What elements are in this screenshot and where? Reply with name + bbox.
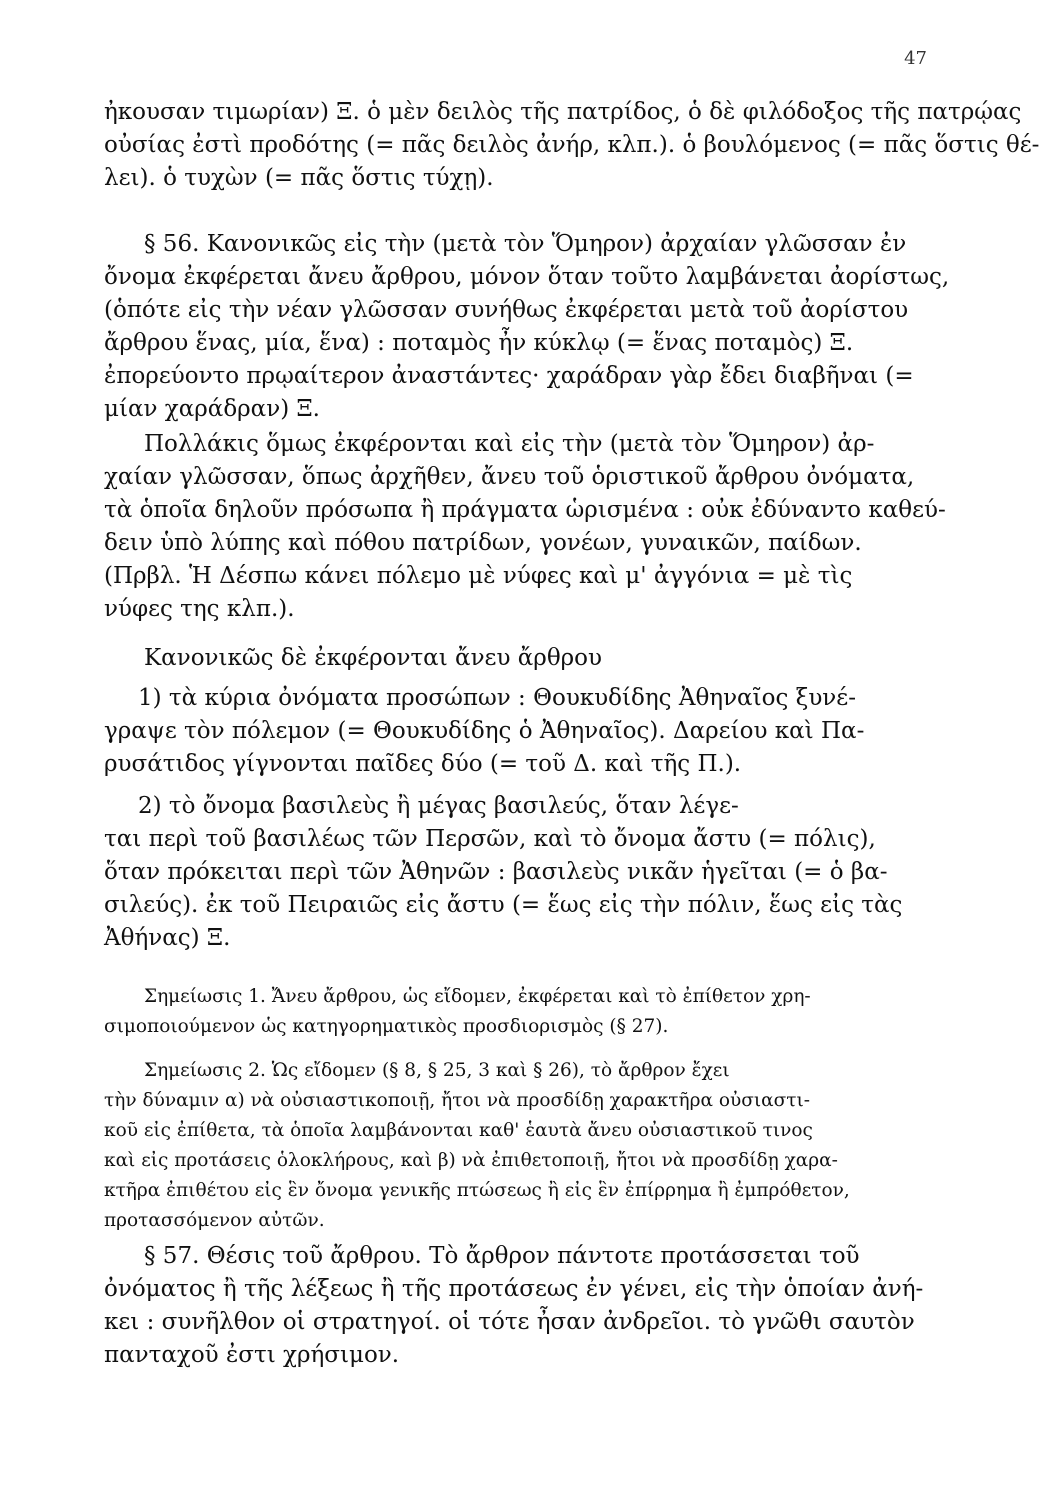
text-line: (Πρβλ. Ἡ Δέσπω κάνει πόλεμο μὲ νύφες καὶ μ' ἀγγόνια = μὲ τὶς [104,563,853,589]
text-line: προτασσόμενον αὐτῶν. [104,1210,325,1231]
text-line: ὅταν πρόκειται περὶ τῶν Ἀθηνῶν : βασιλεὺς νικᾶν ἡγεῖται (= ὁ βα- [104,859,888,885]
text-line: κτῆρα ἐπιθέτου εἰς ἓν ὄνομα γενικῆς πτώσεως ἢ εἰς ἓν ἐπίρρημα ἢ ἐμπρόθετον, [104,1180,850,1201]
section-56-heading-line: § 56. Κανονικῶς εἰς τὴν (μετὰ τὸν Ὅμηρον) ἀρχαίαν γλῶσσαν ἐν [144,231,907,257]
list-item-2 [104,790,932,955]
note-2 [104,1056,932,1236]
text-line: 1) τὰ κύρια ὀνόματα προσώπων : Θουκυδίδης Ἀθηναῖος ξυνέ- [138,685,856,711]
text-line: ἠκουσαν τιμωρίαν) Ξ. ὁ μὲν δειλὸς τῆς πατρίδος, ὁ δὲ φιλόδοξος τῆς πατρῴας [104,99,1022,125]
text-line: ὄνομα ἐκφέρεται ἄνευ ἄρθρου, μόνον ὅταν τοῦτο λαμβάνεται ἀορίστως, [104,264,950,290]
section-57 [104,1240,932,1372]
paragraph-3 [104,642,932,675]
text-line: πανταχοῦ ἐστι χρήσιμον. [104,1342,400,1368]
text-line: Ἀθήνας) Ξ. [104,925,231,951]
text-line: κει : συνῆλθον οἱ στρατηγοί. οἱ τότε ἦσαν ἀνδρεῖοι. τὸ γνῶθι σαυτὸν [104,1309,915,1335]
section-56 [104,228,950,426]
text-line: οὐσίας ἐστὶ προδότης (= πᾶς δειλὸς ἀνήρ, κλπ.). ὁ βουλόμενος (= πᾶς ὅστις θέ- [104,132,1040,158]
text-line: ρυσάτιδος γίγνονται παῖδες δύο (= τοῦ Δ. καὶ τῆς Π.). [104,751,742,777]
text-line: (ὁπότε εἰς τὴν νέαν γλῶσσαν συνήθως ἐκφέρεται μετὰ τοῦ ἀορίστου [104,297,909,323]
text-line: ἐπορεύοντο πρῳαίτερον ἀναστάντες· χαράδραν γὰρ ἔδει διαβῆναι (= [104,363,914,389]
text-line: Κανονικῶς δὲ ἐκφέρονται ἄνευ ἄρθρου [144,645,603,671]
text-line: νύφες της κλπ.). [104,596,295,622]
text-line: μίαν χαράδραν) Ξ. [104,396,320,422]
page-number: 47 [904,48,927,69]
paragraph-2 [104,428,946,626]
list-item-1 [104,682,932,781]
text-line: λει). ὁ τυχὼν (= πᾶς ὅστις τύχῃ). [104,165,494,191]
text-line: τὴν δύναμιν α) νὰ οὐσιαστικοποιῇ, ἤτοι νὰ προσδίδῃ χαρακτῆρα οὐσιαστι- [104,1090,810,1111]
text-line: Σημείωσις 2. Ὡς εἴδομεν (§ 8, § 25, 3 καὶ § 26), τὸ ἄρθρον ἔχει [144,1060,730,1081]
text-line: ται περὶ τοῦ βασιλέως τῶν Περσῶν, καὶ τὸ ὄνομα ἄστυ (= πόλις), [104,826,876,852]
text-line: Πολλάκις ὅμως ἐκφέρονται καὶ εἰς τὴν (μετὰ τὸν Ὅμηρον) ἀρ- [144,431,875,457]
text-line: κοῦ εἰς ἐπίθετα, τὰ ὁποῖα λαμβάνονται καθ' ἑαυτὰ ἄνευ οὐσιαστικοῦ τινος [104,1120,813,1141]
text-line: ὀνόματος ἢ τῆς λέξεως ἢ τῆς προτάσεως ἐν γένει, εἰς τὴν ὁποίαν ἀνή- [104,1276,924,1302]
text-line: τὰ ὁποῖα δηλοῦν πρόσωπα ἢ πράγματα ὡρισμένα : οὐκ ἐδύναντο καθεύ- [104,497,946,523]
text-line: Σημείωσις 1. Ἄνευ ἄρθρου, ὡς εἴδομεν, ἐκφέρεται καὶ τὸ ἐπίθετον χρη- [144,986,811,1007]
text-line: χαίαν γλῶσσαν, ὅπως ἀρχῆθεν, ἄνευ τοῦ ὁριστικοῦ ἄρθρου ὀνόματα, [104,464,915,490]
note-1 [104,982,932,1042]
text-line: ἄρθρου ἕνας, μία, ἕνα) : ποταμὸς ἦν κύκλῳ (= ἕνας ποταμὸς) Ξ. [104,330,854,356]
text-line: γραψε τὸν πόλεμον (= Θουκυδίδης ὁ Ἀθηναῖος). Δαρείου καὶ Πα- [104,718,865,744]
text-line: σιμοποιούμενον ὡς κατηγορηματικὸς προσδιορισμὸς (§ 27). [104,1016,669,1037]
intro-paragraph [104,96,1040,195]
text-line: δειν ὑπὸ λύπης καὶ πόθου πατρίδων, γονέων, γυναικῶν, παίδων. [104,530,862,556]
text-line: 2) τὸ ὄνομα βασιλεὺς ἢ μέγας βασιλεύς, ὅταν λέγε- [138,793,739,819]
text-line: καὶ εἰς προτάσεις ὁλοκλήρους, καὶ β) νὰ ἐπιθετοποιῇ, ἤτοι νὰ προσδίδῃ χαρα- [104,1150,838,1171]
section-57-heading-line: § 57. Θέσις τοῦ ἄρθρου. Τὸ ἄρθρον πάντοτε προτάσσεται τοῦ [144,1243,860,1269]
text-line: σιλεύς). ἐκ τοῦ Πειραιῶς εἰς ἄστυ (= ἕως εἰς τὴν πόλιν, ἕως εἰς τὰς [104,892,903,918]
